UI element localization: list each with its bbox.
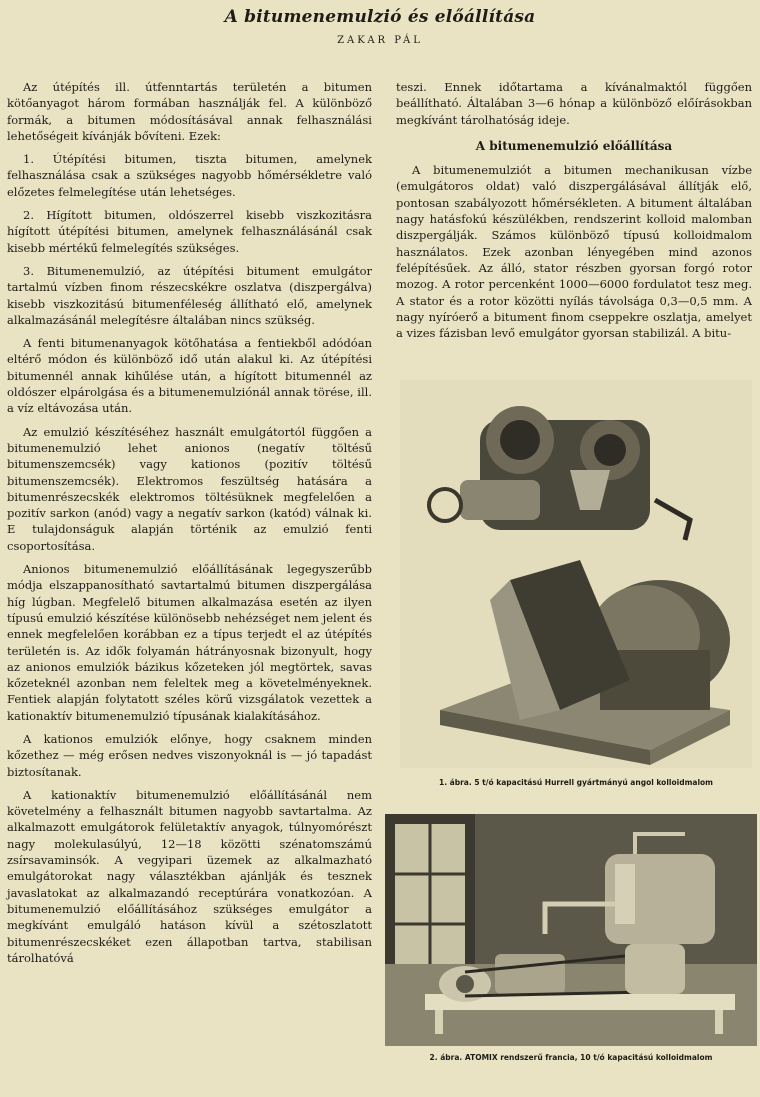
paragraph: A fenti bitumenanyagok kötőhatása a fentiekből adódóan eltérő módon és különböző idő után alakul ki. Az útépítési bitumennél annak kihűlése után, a hígított bitumennél az oldószer elpárolgása és a bitumenemulziónál annak törése, ill. a víz eltávozása után. — [7, 336, 372, 416]
paragraph: Az útépítés ill. útfenntartás területén a bitumen kötőanyagot három formában használják fel. A különböző formák, a bitumen módosításával annak felhasználási lehetőségeit kívánják bővíteni. Ezek: — [7, 80, 372, 143]
paragraph: A kationaktív bitumenemulzió előállításánál nem követelmény a felhasznált bitumen nagyobb savtartalma. Az alkalmazott emulgátorok felületaktív anyagok, túlnyomórészt nagy molekulasúlyú, 12—18 közötti szénatomszámú zsírsavaminsók. A vegyipari üzemek az alkalmazható emulgátorokat nagy választékban ajánlják és tesznek javaslatokat az alkalmazandó receptúrára vonatkozóan. A bitumenemulzió előállításához szükséges emulgátor a megkívánt emulgáló hatáson kívül a szétoszlatott bitumenrészecskéket ezen állapotban tartva, stabilisan tárolhatóvá — [7, 787, 372, 965]
paragraph: Anionos bitumenemulzió előállításának legegyszerűbb módja elszappanosítható savtartalmú bitumen diszpergálása híg lúgban. Megfelelő bitumen alkalmazása esetén az ilyen típusú emulzió készítése különösebb nehézséget nem jelent és ennek megfelelően korábban ez a típus terjedt el az útépítés területén is. Az idők folyamán hátrányosnak bizonyult, hogy az anionos emulziók bázikus kőzeteken jól megtörtek, savas kőzeteknél azonban nem feleltek meg a követelményeknek. Fentiek alapján folytatott széles körű vizsgálatok vezettek a kationaktív bitumenemulzió típusának kialakításához. — [7, 562, 372, 723]
figure-atomix-mill-photo — [385, 814, 757, 1046]
paragraph: A bitumenemulziót a bitumen mechanikusan vízbe (emulgátoros oldat) való diszpergálásával állítják elő, pontosan szabályozott hőmérsékleten. A bitument általában nagy hatásfokú készülékben, rendszerint kolloid malomban diszpergálják. Számos különböző típusú kolloidmalom használatos. Ezek azonban lényegében mind azonos felépítésűek. Az álló, stator részben gyorsan forgó rotor mozog. A rotor percenként 1000—6000 fordulatot tesz meg. A stator és a rotor közötti nyílás távolsága 0,3—0,5 mm. A nagy nyíróerő a bitument finom cseppekre oszlatja, amelyet a vizes fázisban levő emulgátor gyorsan stabilizál. A bitu- — [396, 163, 752, 341]
paragraph-continuation: teszi. Ennek időtartama a kívánalmaktól függően beállítható. Általában 3—6 hónap a különböző előírásokban megkívánt tárolhatóság ideje. — [396, 80, 752, 127]
figure-1-caption: 1. ábra. 5 t/ó kapacitású Hurrell gyártmányú angol kolloidmalom — [438, 778, 713, 787]
figure-2-caption: 2. ábra. ATOMIX rendszerű francia, 10 t/ó kapacitású kolloidmalom — [429, 1053, 713, 1062]
paragraph: Az emulzió készítéséhez használt emulgátortól függően a bitumenemulzió lehet anionos (negatív töltésű bitumenszemcsék) vagy kationos (pozitív töltésű bitumenszemcsék). Elektromos feszültség hatására a bitumenrészecskék elektromos töltésüknek megfelelően a pozitív sarkon (anód) vagy a negatív sarkon (katód) válnak ki. E tulajdonságuk alapján történik az emulzió fenti csoportosítása. — [7, 424, 372, 553]
article-title: A bitumenemulzió és előállítása — [224, 7, 536, 27]
atomix-mill-illustration — [385, 814, 757, 1046]
left-column — [7, 79, 372, 973]
paragraph: 2. Hígított bitumen, oldószerrel kisebb viszkozitásra hígított útépítési bitumen, amelynek felhasználásánál csak kisebb mértékű felmelegítés szükséges. — [7, 208, 372, 255]
article-author: ZAKAR PÁL — [337, 35, 423, 46]
paragraph: A kationos emulziók előnye, hogy csaknem minden kőzethez — még erősen nedves viszonyoknál is — jó tapadást biztosítanak. — [7, 731, 372, 779]
section-heading: A bitumenemulzió előállítása — [475, 138, 673, 153]
colloid-mill-illustration — [400, 380, 752, 768]
right-column — [396, 79, 752, 348]
figure-colloid-mill-photo — [400, 380, 752, 768]
paragraph: 3. Bitumenemulzió, az útépítési bitument emulgátor tartalmú vízben finom részecskékre oszlatva (diszpergálva) kisebb viszkozitású bitumenféleség állítható elő, amelynek alkalmazásánál melegítésre általában nincs szükség. — [7, 263, 372, 327]
paragraph: 1. Útépítési bitumen, tiszta bitumen, amelynek felhasználása csak a szükséges nagyobb hőmérsékletre való előzetes felmelegítése után lehetséges. — [7, 152, 372, 199]
